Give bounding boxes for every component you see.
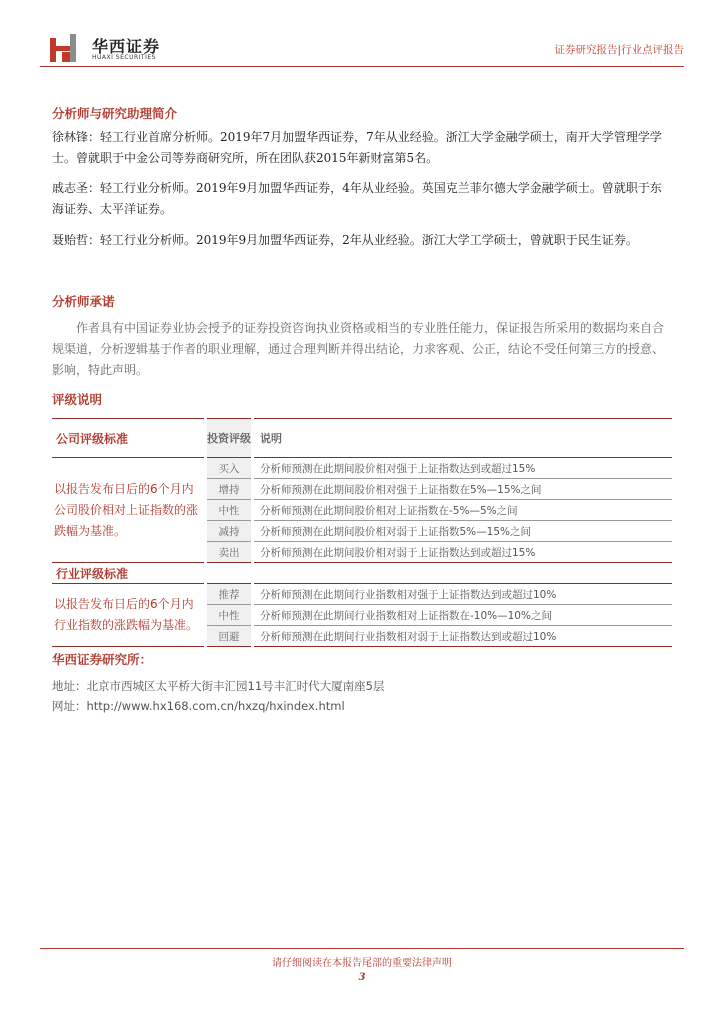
company-rating-title: 公司评级标准 (52, 419, 206, 458)
logo-name: 华西证券 (92, 37, 161, 56)
institute-title: 华西证券研究所： (52, 652, 153, 667)
rating-name: 推荐 (206, 584, 253, 605)
rating-desc: 分析师预测在此期间行业指数相对强于上证指数达到或超过10% (253, 584, 673, 605)
rating-name: 中性 (206, 500, 253, 521)
rating-name: 回避 (206, 626, 253, 647)
page-number: 3 (358, 972, 366, 983)
logo-name-en: HUAXI SECURITIES (92, 54, 156, 61)
rating-name: 买入 (206, 458, 253, 479)
commitment-text: 作者具有中国证券业协会授予的证券投资咨询执业资格或相当的专业胜任能力，保证报告所采用的数据均来自合规渠道，分析逻辑基于作者的职业理解，通过合理判断并得出结论，力求客观、公正，结论不受任何第三方的授意、影响，特此声明。 (52, 321, 665, 377)
header-divider (40, 66, 684, 67)
institute-website[interactable]: 网址：http://www.hx168.com.cn/hxzq/hxindex.html (52, 699, 345, 713)
analyst-bio-1: 徐林锋：轻工行业首席分析师。2019年7月加盟华西证券，7年从业经验。浙江大学金融学硕士，南开大学管理学学士。曾就职于中金公司等券商研究所，所在团队获2015年新财富第5名。 (52, 130, 662, 165)
desc-col-header: 说明 (253, 419, 673, 458)
rating-header-row (52, 419, 672, 458)
rating-desc: 分析师预测在此期间股价相对弱于上证指数5%—15%之间 (253, 521, 673, 542)
rating-title: 评级说明 (52, 392, 103, 407)
industry-header-row (52, 563, 672, 584)
footer-divider (40, 948, 684, 949)
huaxi-logo-icon (48, 34, 84, 62)
page-header (40, 30, 684, 62)
legal-notice: 请仔细阅读在本报告尾部的重要法律声明 (272, 958, 452, 969)
industry-rating-basis: 以报告发布日后的6个月内行业指数的涨跌幅为基准。 (52, 584, 206, 647)
rating-desc: 分析师预测在此期间行业指数相对弱于上证指数达到或超过10% (253, 626, 673, 647)
rating-table (52, 418, 672, 647)
industry-rating-title: 行业评级标准 (52, 563, 206, 584)
analyst-bio-3: 聂贻哲：轻工行业分析师。2019年9月加盟华西证券，2年从业经验。浙江大学工学硕士，曾就职于民生证券。 (52, 233, 638, 247)
rating-col-header: 投资评级 (206, 419, 253, 458)
table-row (52, 458, 672, 479)
rating-name: 中性 (206, 605, 253, 626)
rating-desc: 分析师预测在此期间股价相对强于上证指数在5%—15%之间 (253, 479, 673, 500)
analysts-title: 分析师与研究助理简介 (52, 106, 178, 121)
table-row (52, 584, 672, 605)
rating-desc: 分析师预测在此期间股价相对强于上证指数达到或超过15% (253, 458, 673, 479)
report-type: 证券研究报告|行业点评报告 (554, 44, 684, 56)
rating-desc: 分析师预测在此期间股价相对上证指数在-5%—5%之间 (253, 500, 673, 521)
company-rating-basis: 以报告发布日后的6个月内公司股价相对上证指数的涨跌幅为基准。 (52, 458, 206, 563)
rating-name: 增持 (206, 479, 253, 500)
rating-name: 减持 (206, 521, 253, 542)
rating-name: 卖出 (206, 542, 253, 563)
rating-desc: 分析师预测在此期间股价相对弱于上证指数达到或超过15% (253, 542, 673, 563)
rating-desc: 分析师预测在此期间行业指数相对上证指数在-10%—10%之间 (253, 605, 673, 626)
analyst-bio-2: 戚志圣：轻工行业分析师。2019年9月加盟华西证券，4年从业经验。英国克兰菲尔德大学金融学硕士。曾就职于东海证券、太平洋证券。 (52, 181, 662, 216)
commitment-title: 分析师承诺 (52, 294, 115, 309)
institute-address: 地址：北京市西城区太平桥大街丰汇园11号丰汇时代大厦南座5层 (52, 679, 385, 693)
